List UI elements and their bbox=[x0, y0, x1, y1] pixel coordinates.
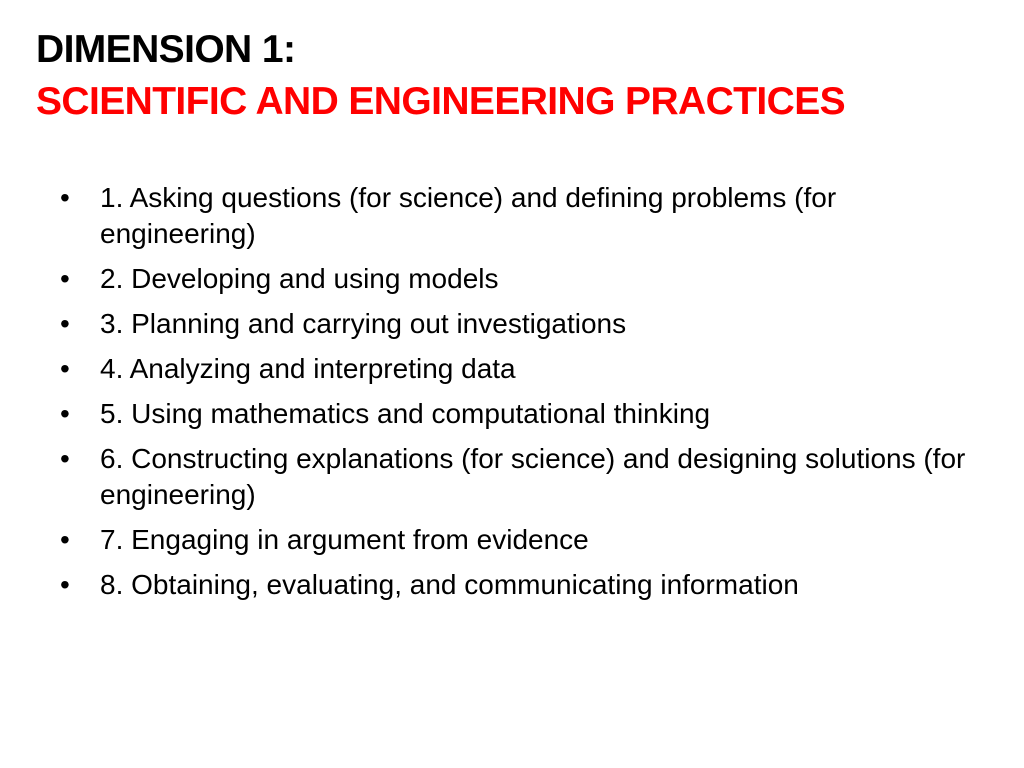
list-item-text: 8. Obtaining, evaluating, and communicating information bbox=[100, 569, 799, 600]
bullet-icon: • bbox=[60, 182, 70, 213]
title-line-dimension: DIMENSION 1: bbox=[36, 28, 296, 71]
list-item bbox=[56, 441, 976, 513]
list-item bbox=[56, 261, 976, 297]
list-item bbox=[56, 396, 976, 432]
list-item bbox=[56, 180, 976, 252]
list-item-text: 6. Constructing explanations (for science) and designing solutions (for engineering) bbox=[100, 443, 966, 510]
list-item-text: 3. Planning and carrying out investigations bbox=[100, 308, 627, 339]
list-item-text: 2. Developing and using models bbox=[100, 263, 499, 294]
bullet-icon: • bbox=[60, 443, 70, 474]
list-item bbox=[56, 567, 976, 603]
bullet-icon: • bbox=[60, 308, 70, 339]
list-item bbox=[56, 522, 976, 558]
list-item-text: 7. Engaging in argument from evidence bbox=[100, 524, 589, 555]
bullet-icon: • bbox=[60, 353, 70, 384]
list-item-text: 1. Asking questions (for science) and defining problems (for engineering) bbox=[100, 182, 837, 249]
list-item-text: 4. Analyzing and interpreting data bbox=[100, 353, 516, 384]
practices-list bbox=[56, 180, 976, 612]
bullet-icon: • bbox=[60, 524, 70, 555]
list-item bbox=[56, 351, 976, 387]
list-item-text: 5. Using mathematics and computational thinking bbox=[100, 398, 711, 429]
list-item bbox=[56, 306, 976, 342]
bullet-icon: • bbox=[60, 263, 70, 294]
slide-title bbox=[36, 24, 996, 128]
title-line-practices: SCIENTIFIC AND ENGINEERING PRACTICES bbox=[36, 80, 846, 123]
bullet-icon: • bbox=[60, 569, 70, 600]
bullet-icon: • bbox=[60, 398, 70, 429]
